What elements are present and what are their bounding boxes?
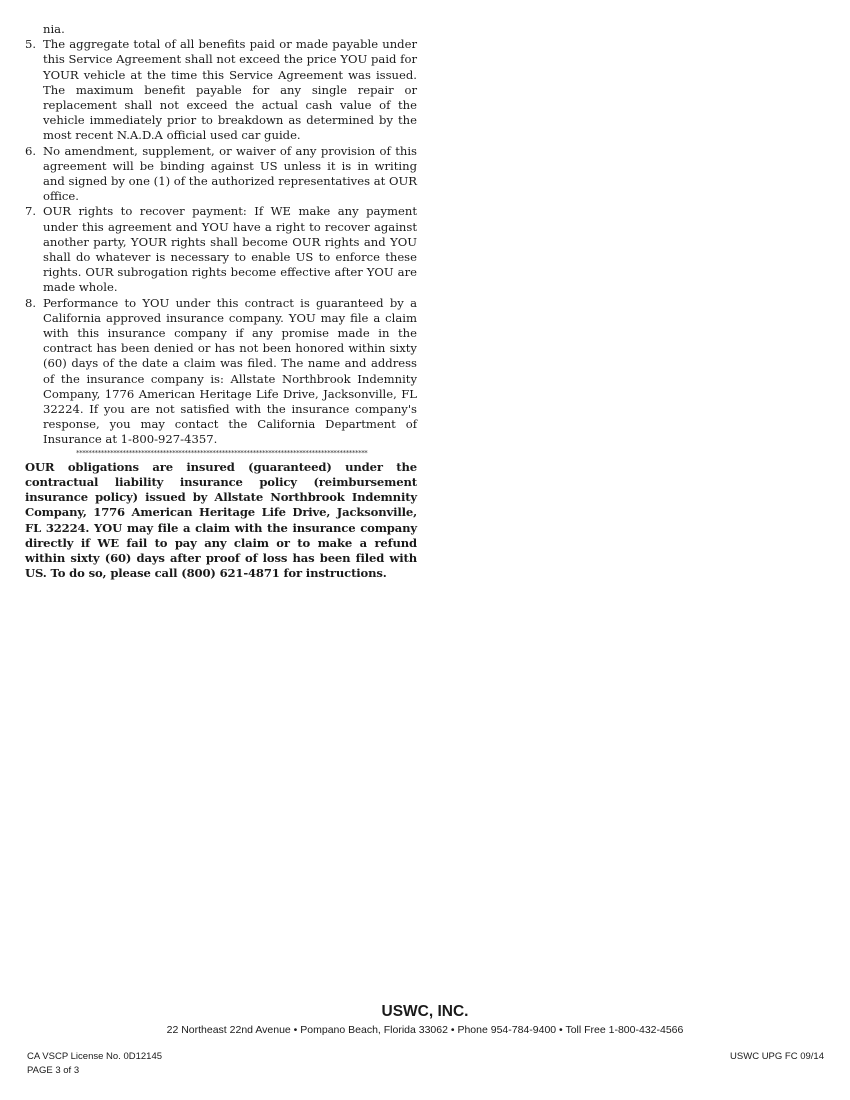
page-number: PAGE 3 of 3 (27, 1065, 80, 1076)
terms-column (25, 22, 417, 581)
list-item (25, 144, 417, 205)
item-number: 5. (25, 37, 37, 52)
company-address: 22 Northeast 22nd Avenue • Pompano Beach, Florida 33062 • Phone 954-784-9400 • Toll Free 1-800-432-4566 (166, 1024, 684, 1036)
item-number: 6. (25, 143, 37, 158)
item-number: 7. (25, 204, 37, 219)
form-code: USWC UPG FC 09/14 (730, 1051, 824, 1062)
list-item (25, 204, 417, 295)
company-name: USWC, INC. (381, 1003, 469, 1020)
item-text: Performance to YOU under this contract is guaranteed by a California approved insurance company. YOU may file a claim with this insurance company if any promise made in the contract has been denied or has not been honored within sixty (60) days of the date a claim was filed. The name and address of the insurance company is: Allstate Northbrook Indemnity Company, 1776 American Heritage Life Drive, Jacksonville, FL 32224. If you are not satisfied with the insurance company's response, you may contact the California Department of Insurance at 1-800-927-4357. (43, 295, 417, 447)
item-text: No amendment, supplement, or waiver of any provision of this agreement will be binding against US unless it is in writing and signed by one (1) of the authorized representatives at OUR office. (43, 143, 417, 204)
insurance-notice: OUR obligations are insured (guaranteed) under the contractual liability insurance policy (reimbursement insurance policy) issued by Allstate Northbrook Indemnity Company, 1776 American Heritage Life Drive, Jacksonville, FL 32224. YOU may file a claim with the insurance company directly if WE fail to pay any claim or to make a refund within sixty (60) days after proof of loss has been filed with US. To do so, please call (800) 621-4871 for instructions. (25, 459, 417, 581)
continuation-text: nia. (43, 22, 65, 36)
separator-line: ********************************************************************************************** (76, 448, 368, 457)
item-text: The aggregate total of all benefits paid or made payable under this Service Agreement shall not exceed the price YOU paid for YOUR vehicle at the time this Service Agreement was issued. The maximum benefit payable for any single repair or replacement shall not exceed the actual cash value of the vehicle immediately prior to breakdown as determined by the most recent N.A.D.A official used car guide. (43, 37, 417, 143)
list-item (25, 37, 417, 143)
list-item (25, 296, 417, 448)
license-number: CA VSCP License No. 0D12145 (27, 1051, 163, 1062)
item-text: OUR rights to recover payment: If WE make any payment under this agreement and YOU have a right to recover against another party, YOUR rights shall become OUR rights and YOU shall do whatever is necessary to enable US to enforce these rights. OUR subrogation rights become effective after YOU are made whole. (43, 204, 417, 295)
item-number: 8. (25, 295, 37, 310)
